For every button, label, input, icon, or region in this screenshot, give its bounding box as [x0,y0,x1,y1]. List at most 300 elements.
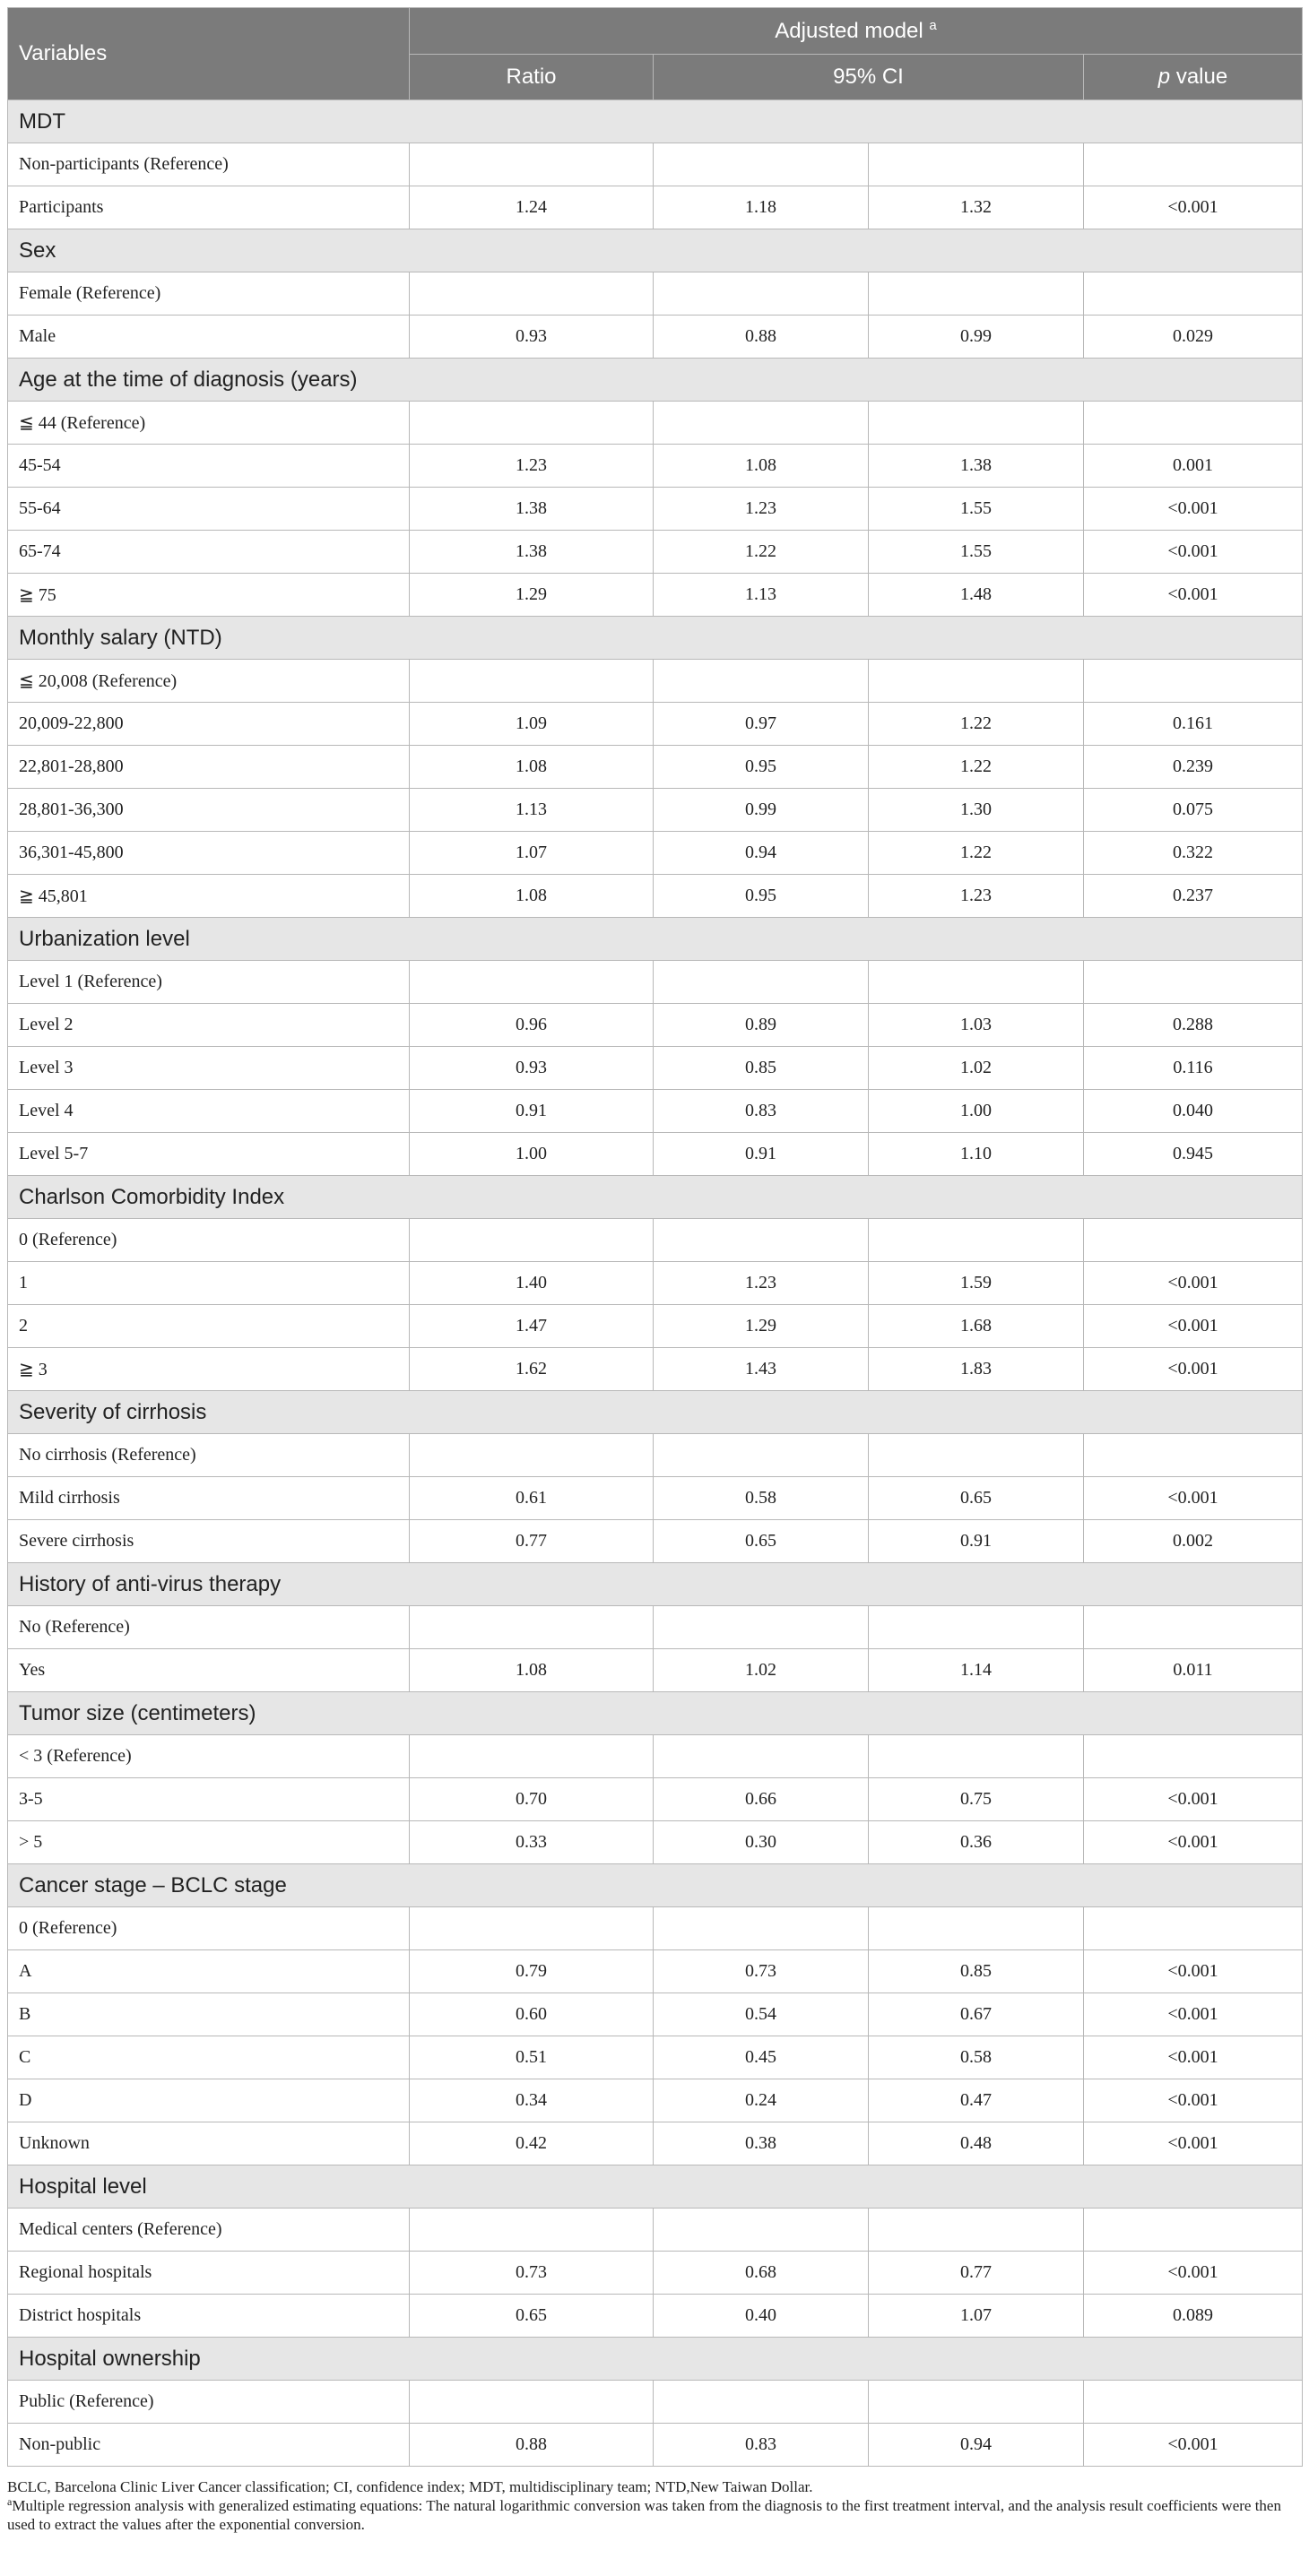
ci-lower-cell: 0.85 [654,1047,869,1090]
ci-upper-cell: 0.75 [869,1778,1084,1821]
row-label: 65-74 [8,531,410,574]
ratio-cell: 1.09 [410,703,654,746]
ci-upper-cell [869,1434,1084,1477]
ci-upper-cell [869,272,1084,316]
ratio-cell: 0.65 [410,2295,654,2338]
table-row [8,2209,1303,2252]
row-label: Female (Reference) [8,272,410,316]
p-value-cell: <0.001 [1084,1821,1303,1864]
ratio-cell: 1.38 [410,488,654,531]
ci-lower-cell: 0.66 [654,1778,869,1821]
row-label: Level 4 [8,1090,410,1133]
row-label: C [8,2036,410,2079]
p-value-cell [1084,961,1303,1004]
p-value-cell: <0.001 [1084,2079,1303,2122]
table-row [8,1047,1303,1090]
table-row [8,2079,1303,2122]
p-value-cell: 0.011 [1084,1649,1303,1692]
ratio-cell: 1.40 [410,1262,654,1305]
p-value-cell: <0.001 [1084,1950,1303,1993]
ci-lower-cell: 1.02 [654,1649,869,1692]
row-label: Level 2 [8,1004,410,1047]
ratio-cell [410,961,654,1004]
ci-upper-cell [869,1219,1084,1262]
ratio-cell [410,402,654,445]
ci-upper-cell: 1.32 [869,186,1084,229]
ci-upper-cell: 0.77 [869,2252,1084,2295]
ci-upper-cell: 1.22 [869,746,1084,789]
p-value-cell: 0.239 [1084,746,1303,789]
row-label: 3-5 [8,1778,410,1821]
p-value-cell: <0.001 [1084,488,1303,531]
section-title: Hospital ownership [8,2338,1303,2381]
ci-upper-cell: 1.14 [869,1649,1084,1692]
ci-upper-cell [869,961,1084,1004]
ratio-cell: 1.38 [410,531,654,574]
table-row [8,488,1303,531]
section-title: Charlson Comorbidity Index [8,1176,1303,1219]
table-row [8,402,1303,445]
ci-lower-cell: 0.97 [654,703,869,746]
p-value-cell: 0.040 [1084,1090,1303,1133]
section-title: Monthly salary (NTD) [8,617,1303,660]
p-value-cell: 0.288 [1084,1004,1303,1047]
table-row [8,2036,1303,2079]
table-row [8,445,1303,488]
p-value-cell: <0.001 [1084,531,1303,574]
ci-upper-cell: 0.58 [869,2036,1084,2079]
ci-lower-cell: 0.95 [654,746,869,789]
table-body [8,100,1303,2467]
ci-upper-cell: 1.02 [869,1047,1084,1090]
ci-lower-cell: 1.23 [654,1262,869,1305]
table-row [8,186,1303,229]
table-row [8,1090,1303,1133]
ratio-cell [410,2381,654,2424]
ratio-cell [410,272,654,316]
p-value-cell: 0.945 [1084,1133,1303,1176]
p-value-cell: 0.002 [1084,1520,1303,1563]
ci-lower-cell: 1.08 [654,445,869,488]
ci-upper-cell: 1.59 [869,1262,1084,1305]
ci-lower-cell [654,1219,869,1262]
ratio-cell: 0.60 [410,1993,654,2036]
ratio-cell: 1.23 [410,445,654,488]
ci-upper-cell [869,1735,1084,1778]
section-row [8,1864,1303,1907]
ci-lower-cell: 0.83 [654,1090,869,1133]
p-value-cell [1084,660,1303,703]
section-row [8,1391,1303,1434]
table-row [8,1434,1303,1477]
table-row [8,660,1303,703]
variables-header: Variables [8,8,410,100]
table-row [8,789,1303,832]
table-row [8,1520,1303,1563]
ci-upper-cell: 1.23 [869,875,1084,918]
table-row [8,1477,1303,1520]
table-row [8,2381,1303,2424]
ci-lower-cell: 1.22 [654,531,869,574]
p-value-cell: <0.001 [1084,574,1303,617]
table-header [8,8,1303,100]
row-label: 28,801-36,300 [8,789,410,832]
ci-upper-cell: 0.36 [869,1821,1084,1864]
table-row [8,1004,1303,1047]
ci-lower-cell [654,402,869,445]
ci-lower-cell [654,272,869,316]
ratio-cell: 1.29 [410,574,654,617]
section-row [8,229,1303,272]
ci-upper-cell: 0.47 [869,2079,1084,2122]
ci-lower-cell: 0.58 [654,1477,869,1520]
ci-upper-cell [869,402,1084,445]
abbreviations-note: BCLC, Barcelona Clinic Liver Cancer classification; CI, confidence index; MDT, multidisciplinary team; NTD,New Taiwan Dollar. [7,2478,813,2495]
section-title: Sex [8,229,1303,272]
ci-upper-cell: 1.38 [869,445,1084,488]
ratio-cell: 0.61 [410,1477,654,1520]
p-value-cell [1084,1434,1303,1477]
ci-lower-cell: 1.13 [654,574,869,617]
row-label: Participants [8,186,410,229]
ratio-cell: 1.08 [410,875,654,918]
p-value-suffix: value [1170,65,1228,89]
ci-lower-cell: 0.40 [654,2295,869,2338]
ratio-cell [410,1434,654,1477]
row-label: Public (Reference) [8,2381,410,2424]
row-label: D [8,2079,410,2122]
ratio-cell: 0.51 [410,2036,654,2079]
ratio-cell: 0.33 [410,1821,654,1864]
p-value-cell [1084,402,1303,445]
ci-upper-cell: 0.91 [869,1520,1084,1563]
p-value-cell [1084,143,1303,186]
row-label: < 3 (Reference) [8,1735,410,1778]
p-value-header [1084,55,1303,100]
row-label: District hospitals [8,2295,410,2338]
ratio-cell: 0.93 [410,316,654,359]
ci-lower-cell: 0.30 [654,1821,869,1864]
row-label: 2 [8,1305,410,1348]
ratio-cell: 0.93 [410,1047,654,1090]
p-value-cell [1084,2209,1303,2252]
ci-lower-cell: 0.24 [654,2079,869,2122]
p-value-cell: 0.322 [1084,832,1303,875]
section-title: Age at the time of diagnosis (years) [8,359,1303,402]
ratio-cell [410,2209,654,2252]
row-label: 20,009-22,800 [8,703,410,746]
ratio-cell: 1.47 [410,1305,654,1348]
ratio-cell: 0.70 [410,1778,654,1821]
ci-lower-cell [654,2381,869,2424]
ci-lower-cell [654,2209,869,2252]
ci-lower-cell: 1.29 [654,1305,869,1348]
ci-upper-cell: 1.10 [869,1133,1084,1176]
row-label: No (Reference) [8,1606,410,1649]
table-row [8,1735,1303,1778]
table-row [8,2424,1303,2467]
model-note-marker: a [7,2495,13,2508]
ci-lower-cell: 0.95 [654,875,869,918]
p-value-cell [1084,1606,1303,1649]
row-label: Non-participants (Reference) [8,143,410,186]
ci-lower-cell: 0.88 [654,316,869,359]
row-label: Level 5-7 [8,1133,410,1176]
table-row [8,1649,1303,1692]
row-label: 45-54 [8,445,410,488]
adjusted-model-header [410,8,1303,55]
row-label: Level 1 (Reference) [8,961,410,1004]
table-row [8,1950,1303,1993]
p-value-cell: <0.001 [1084,1477,1303,1520]
p-value-cell: 0.089 [1084,2295,1303,2338]
ci-lower-cell: 0.54 [654,1993,869,2036]
ratio-cell [410,1907,654,1950]
row-label: Non-public [8,2424,410,2467]
adjusted-model-label: Adjusted model [775,18,923,43]
ci-lower-cell: 0.94 [654,832,869,875]
ci-upper-cell: 1.55 [869,488,1084,531]
table-row [8,1606,1303,1649]
ci-lower-cell: 0.38 [654,2122,869,2165]
table-row [8,1778,1303,1821]
ratio-cell: 0.34 [410,2079,654,2122]
ci-upper-cell: 1.30 [869,789,1084,832]
ci-upper-cell: 0.67 [869,1993,1084,2036]
ci-upper-cell: 0.94 [869,2424,1084,2467]
p-value-cell: <0.001 [1084,1262,1303,1305]
ci-upper-cell: 1.48 [869,574,1084,617]
ratio-cell: 0.96 [410,1004,654,1047]
section-title: MDT [8,100,1303,143]
row-label: ≧ 45,801 [8,875,410,918]
p-value-cell: <0.001 [1084,2424,1303,2467]
table-row [8,1219,1303,1262]
ci-upper-cell [869,1606,1084,1649]
p-value-cell: 0.075 [1084,789,1303,832]
ci-upper-cell: 0.99 [869,316,1084,359]
table-row [8,2252,1303,2295]
table-container [7,7,1302,2534]
ci-lower-cell: 0.68 [654,2252,869,2295]
ratio-cell: 0.73 [410,2252,654,2295]
footnote-marker: a [929,17,937,33]
section-title: History of anti-virus therapy [8,1563,1303,1606]
ratio-header: Ratio [410,55,654,100]
ci-lower-cell [654,143,869,186]
table-footnotes [7,2477,1302,2534]
model-note-text: Multiple regression analysis with generalized estimating equations: The natural logarithmic conversion was taken from the diagnosis to the first treatment interval, and the analysis result coefficients were then used to extract the values after the exponential conversion. [7,2497,1281,2533]
row-label: A [8,1950,410,1993]
ci-lower-cell [654,660,869,703]
section-row [8,359,1303,402]
p-value-cell [1084,2381,1303,2424]
ci-upper-cell: 0.85 [869,1950,1084,1993]
table-row [8,1907,1303,1950]
ci-lower-cell [654,1907,869,1950]
table-row [8,531,1303,574]
ci-upper-cell: 0.65 [869,1477,1084,1520]
p-value-cell [1084,1907,1303,1950]
ci-lower-cell [654,1606,869,1649]
ratio-cell: 1.62 [410,1348,654,1391]
row-label: 36,301-45,800 [8,832,410,875]
row-label: 0 (Reference) [8,1907,410,1950]
ci-upper-cell: 1.22 [869,832,1084,875]
p-value-cell: <0.001 [1084,2036,1303,2079]
ci-header: 95% CI [654,55,1084,100]
p-value-cell: 0.116 [1084,1047,1303,1090]
ci-lower-cell: 1.43 [654,1348,869,1391]
ci-lower-cell: 0.91 [654,1133,869,1176]
section-row [8,1563,1303,1606]
section-title: Urbanization level [8,918,1303,961]
ratio-cell: 0.77 [410,1520,654,1563]
row-label: Unknown [8,2122,410,2165]
table-row [8,746,1303,789]
section-row [8,1176,1303,1219]
ci-upper-cell: 0.48 [869,2122,1084,2165]
p-value-cell: 0.237 [1084,875,1303,918]
table-row [8,316,1303,359]
ratio-cell [410,1606,654,1649]
section-row [8,2338,1303,2381]
table-row [8,1305,1303,1348]
ci-lower-cell: 0.83 [654,2424,869,2467]
table-row [8,143,1303,186]
section-row [8,1692,1303,1735]
ci-lower-cell: 1.23 [654,488,869,531]
table-row [8,2295,1303,2338]
table-row [8,1993,1303,2036]
ratio-cell: 1.24 [410,186,654,229]
ci-lower-cell: 0.89 [654,1004,869,1047]
table-row [8,832,1303,875]
results-table [7,7,1303,2467]
ci-upper-cell: 1.22 [869,703,1084,746]
ratio-cell: 1.08 [410,1649,654,1692]
section-title: Hospital level [8,2165,1303,2209]
p-value-cell: <0.001 [1084,2122,1303,2165]
row-label: Level 3 [8,1047,410,1090]
section-row [8,100,1303,143]
p-value-cell [1084,1735,1303,1778]
table-row [8,875,1303,918]
ci-upper-cell: 1.55 [869,531,1084,574]
model-note [7,2496,1302,2534]
ci-upper-cell: 1.00 [869,1090,1084,1133]
row-label: ≦ 20,008 (Reference) [8,660,410,703]
ci-upper-cell: 1.07 [869,2295,1084,2338]
p-value-cell [1084,272,1303,316]
ratio-cell: 1.13 [410,789,654,832]
ratio-cell [410,1735,654,1778]
ratio-cell: 1.00 [410,1133,654,1176]
table-row [8,1262,1303,1305]
row-label: 55-64 [8,488,410,531]
ci-upper-cell: 1.83 [869,1348,1084,1391]
p-value-cell: 0.161 [1084,703,1303,746]
ci-upper-cell [869,1907,1084,1950]
p-value-cell: 0.029 [1084,316,1303,359]
p-value-cell: <0.001 [1084,186,1303,229]
ci-upper-cell [869,2381,1084,2424]
p-value-cell: <0.001 [1084,1993,1303,2036]
row-label: No cirrhosis (Reference) [8,1434,410,1477]
row-label: > 5 [8,1821,410,1864]
row-label: Regional hospitals [8,2252,410,2295]
table-row [8,1348,1303,1391]
ci-lower-cell: 0.65 [654,1520,869,1563]
table-row [8,1133,1303,1176]
ci-upper-cell: 1.03 [869,1004,1084,1047]
ci-lower-cell [654,1434,869,1477]
ci-lower-cell: 0.99 [654,789,869,832]
p-symbol: p [1157,65,1171,89]
row-label: Medical centers (Reference) [8,2209,410,2252]
row-label: B [8,1993,410,2036]
row-label: ≧ 3 [8,1348,410,1391]
section-title: Cancer stage – BCLC stage [8,1864,1303,1907]
ci-upper-cell: 1.68 [869,1305,1084,1348]
ratio-cell: 0.88 [410,2424,654,2467]
ratio-cell [410,143,654,186]
row-label: Male [8,316,410,359]
ratio-cell: 1.08 [410,746,654,789]
row-label: ≧ 75 [8,574,410,617]
table-row [8,703,1303,746]
ci-lower-cell: 1.18 [654,186,869,229]
ratio-cell [410,660,654,703]
row-label: Yes [8,1649,410,1692]
section-title: Tumor size (centimeters) [8,1692,1303,1735]
row-label: 1 [8,1262,410,1305]
p-value-cell: <0.001 [1084,1305,1303,1348]
ci-lower-cell: 0.45 [654,2036,869,2079]
row-label: Mild cirrhosis [8,1477,410,1520]
section-row [8,2165,1303,2209]
p-value-cell: <0.001 [1084,2252,1303,2295]
p-value-cell: <0.001 [1084,1348,1303,1391]
ci-lower-cell [654,1735,869,1778]
ratio-cell [410,1219,654,1262]
table-row [8,961,1303,1004]
table-row [8,272,1303,316]
section-row [8,617,1303,660]
p-value-cell: <0.001 [1084,1778,1303,1821]
table-row [8,2122,1303,2165]
ratio-cell: 0.42 [410,2122,654,2165]
ratio-cell: 1.07 [410,832,654,875]
ratio-cell: 0.79 [410,1950,654,1993]
ratio-cell: 0.91 [410,1090,654,1133]
section-row [8,918,1303,961]
row-label: Severe cirrhosis [8,1520,410,1563]
row-label: ≦ 44 (Reference) [8,402,410,445]
ci-upper-cell [869,660,1084,703]
ci-lower-cell [654,961,869,1004]
table-row [8,1821,1303,1864]
row-label: 22,801-28,800 [8,746,410,789]
ci-upper-cell [869,2209,1084,2252]
section-title: Severity of cirrhosis [8,1391,1303,1434]
p-value-cell [1084,1219,1303,1262]
p-value-cell: 0.001 [1084,445,1303,488]
row-label: 0 (Reference) [8,1219,410,1262]
ci-upper-cell [869,143,1084,186]
table-row [8,574,1303,617]
ci-lower-cell: 0.73 [654,1950,869,1993]
